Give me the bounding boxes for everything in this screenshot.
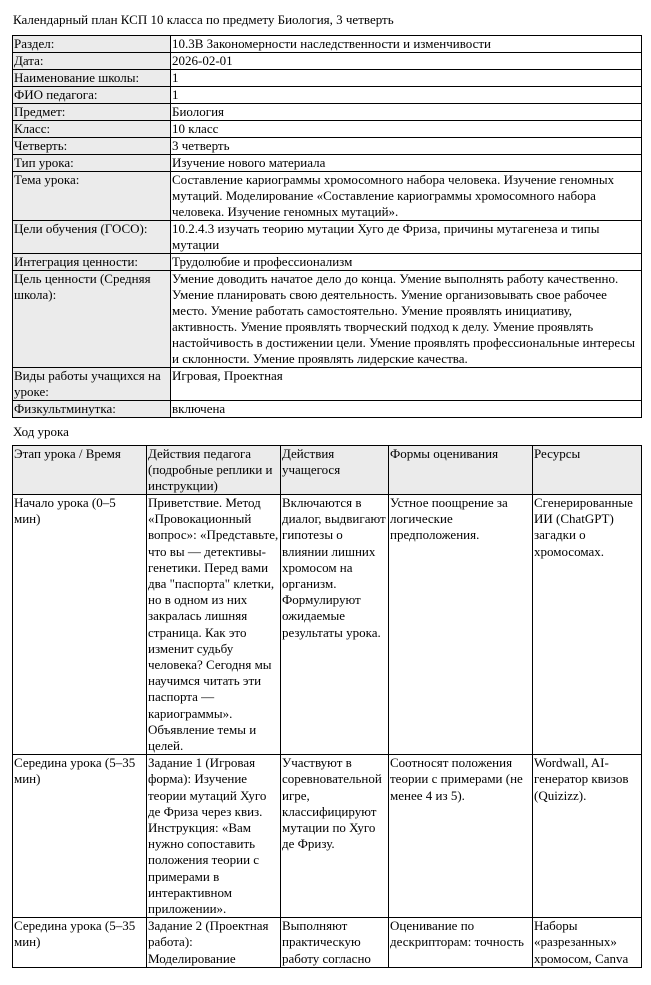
header-resources: Ресурсы xyxy=(533,446,642,495)
header-teacher-actions: Действия педагога (подробные реплики и инструкции) xyxy=(147,446,281,495)
assessment-cell: Соотносят положения теории с примерами (не менее 4 из 5). xyxy=(389,755,533,918)
info-value: 10 класс xyxy=(171,121,642,138)
info-row xyxy=(13,87,642,104)
info-row xyxy=(13,254,642,271)
lesson-stage-cell: Середина урока (5–35 мин) xyxy=(13,755,147,918)
header-student-actions: Действия учащегося xyxy=(281,446,389,495)
info-label: Тема урока: xyxy=(13,172,171,221)
info-label: Предмет: xyxy=(13,104,171,121)
resources-cell: Сгенерированные ИИ (ChatGPT) загадки о хромосомах. xyxy=(533,495,642,755)
resources-cell: Wordwall, AI-генератор квизов (Quizizz). xyxy=(533,755,642,918)
assessment-cell: Оценивание по дескрипторам: точность xyxy=(389,918,533,968)
info-row xyxy=(13,155,642,172)
info-label: Тип урока: xyxy=(13,155,171,172)
document-title: Календарный план КСП 10 класса по предмету Биология, 3 четверть xyxy=(13,12,394,27)
resources-cell: Наборы «разрезанных» хромосом, Canva xyxy=(533,918,642,968)
info-value: Составление кариограммы хромосомного набора человека. Изучение геномных мутаций. Моделирование «Составление кариограммы хромосомного набора человека. Изучение геномных мутаций». xyxy=(171,172,642,221)
info-label: Цели обучения (ГОСО): xyxy=(13,221,171,254)
teacher-actions-cell: Приветствие. Метод «Провокационный вопрос»: «Представьте, что вы — детективы-генетики. Перед вами два "паспорта" клетки, но в одном из них закралась лишняя страница. Как это изменит судьбу человека? Сегодня мы научимся читать эти паспорта — кариограммы». Объявление темы и целей. xyxy=(147,495,281,755)
info-table xyxy=(12,35,642,418)
info-label: ФИО педагога: xyxy=(13,87,171,104)
lesson-stage-cell: Начало урока (0–5 мин) xyxy=(13,495,147,755)
lesson-header-row xyxy=(13,446,642,495)
info-row xyxy=(13,138,642,155)
info-row xyxy=(13,221,642,254)
info-label: Класс: xyxy=(13,121,171,138)
lesson-flow-label: Ход урока xyxy=(13,424,69,439)
lesson-flow-table xyxy=(12,445,642,968)
lesson-row xyxy=(13,755,642,918)
info-label: Виды работы учащихся на уроке: xyxy=(13,368,171,401)
info-value: 1 xyxy=(171,87,642,104)
info-label: Четверть: xyxy=(13,138,171,155)
student-actions-cell: Выполняют практическую работу согласно xyxy=(281,918,389,968)
info-row xyxy=(13,121,642,138)
header-assessment: Формы оценивания xyxy=(389,446,533,495)
info-label: Интеграция ценности: xyxy=(13,254,171,271)
info-value: Трудолюбие и профессионализм xyxy=(171,254,642,271)
info-value: Биология xyxy=(171,104,642,121)
info-row xyxy=(13,36,642,53)
info-value: 10.2.4.3 изучать теорию мутации Хуго де Фриза, причины мутагенеза и типы мутации xyxy=(171,221,642,254)
info-value: 3 четверть xyxy=(171,138,642,155)
student-actions-cell: Включаются в диалог, выдвигают гипотезы о влиянии лишних хромосом на организм. Формулируют ожидаемые результаты урока. xyxy=(281,495,389,755)
info-row xyxy=(13,368,642,401)
header-stage: Этап урока / Время xyxy=(13,446,147,495)
info-value: Игровая, Проектная xyxy=(171,368,642,401)
info-row xyxy=(13,104,642,121)
student-actions-cell: Участвуют в соревновательной игре, классифицируют мутации по Хуго де Фризу. xyxy=(281,755,389,918)
info-row xyxy=(13,172,642,221)
info-value: Изучение нового материала xyxy=(171,155,642,172)
lesson-stage-cell: Середина урока (5–35 мин) xyxy=(13,918,147,968)
info-value: 1 xyxy=(171,70,642,87)
info-label: Цель ценности (Средняя школа): xyxy=(13,271,171,368)
info-label: Раздел: xyxy=(13,36,171,53)
teacher-actions-cell: Задание 2 (Проектная работа): Моделирование xyxy=(147,918,281,968)
info-row xyxy=(13,70,642,87)
info-label: Физкультминутка: xyxy=(13,401,171,418)
info-table-body xyxy=(13,36,642,418)
info-label: Дата: xyxy=(13,53,171,70)
info-row xyxy=(13,401,642,418)
teacher-actions-cell: Задание 1 (Игровая форма): Изучение теории мутаций Хуго де Фриза через квиз. Инструкция: «Вам нужно сопоставить положения теории с примерами в интерактивном приложении». xyxy=(147,755,281,918)
info-label: Наименование школы: xyxy=(13,70,171,87)
info-value: Умение доводить начатое дело до конца. Умение выполнять работу качественно. Умение планировать свою деятельность. Умение организовывать свое рабочее место. Умение работать самостоятельно. Умение проявлять инициативу, активность. Умение проявлять творческий подход к делу. Умение проявлять настойчивость в достижении цели. Умение проявлять профессиональные интересы и склонности. Умение проявлять лидерские качества. xyxy=(171,271,642,368)
lesson-table-body xyxy=(13,495,642,968)
assessment-cell: Устное поощрение за логические предположения. xyxy=(389,495,533,755)
info-value: 2026-02-01 xyxy=(171,53,642,70)
info-row xyxy=(13,271,642,368)
lesson-row xyxy=(13,918,642,968)
info-value: 10.3B Закономерности наследственности и изменчивости xyxy=(171,36,642,53)
info-row xyxy=(13,53,642,70)
info-value: включена xyxy=(171,401,642,418)
lesson-row xyxy=(13,495,642,755)
